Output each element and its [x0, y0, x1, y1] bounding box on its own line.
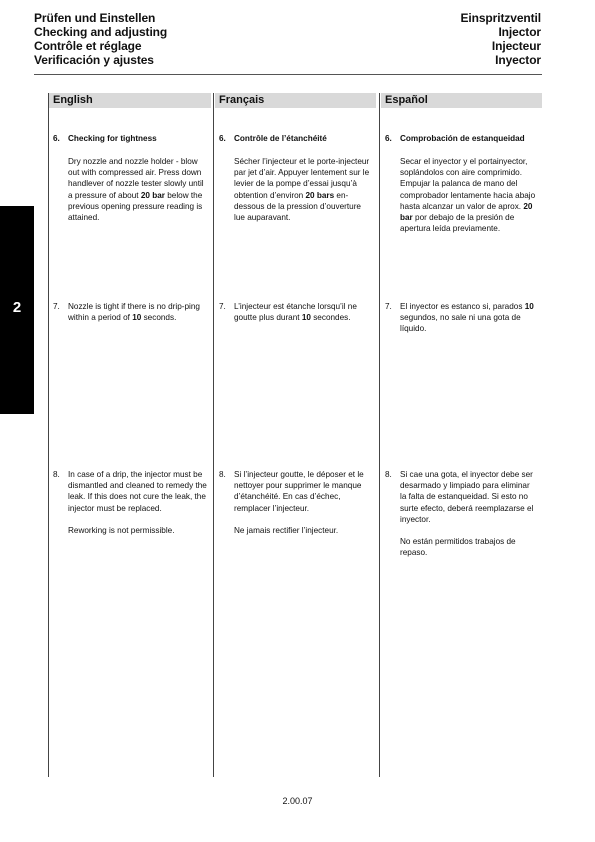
header-title-en: Checking and adjusting — [34, 25, 168, 39]
column-divider-2 — [379, 93, 380, 777]
step-number: 6. — [53, 134, 60, 143]
header-subject-de: Einspritzventil — [460, 11, 541, 25]
step-6-english — [53, 133, 207, 144]
header-title-es: Verificación y ajustes — [34, 53, 154, 67]
page-number: 2.00.07 — [282, 796, 313, 806]
step-number: 7. — [219, 302, 226, 311]
step-text: Si l’injecteur goutte, le déposer et le nettoyer pour supprimer le manque d’étanchéité. En cas d’échec, remplacer l’injecteur. — [234, 470, 364, 513]
step-text: In case of a drip, the injector must be dismantled and cleaned to remedy the leak. If this does not cure the leak, the injector must be replaced. — [68, 470, 207, 513]
step-number: 8. — [385, 470, 392, 479]
step-6-english-body — [53, 156, 207, 223]
column-english — [49, 93, 211, 777]
header-title-fr: Contrôle et réglage — [34, 39, 142, 53]
step-number: 8. — [53, 470, 60, 479]
step-6-french-body — [219, 156, 372, 223]
step-number: 7. — [53, 302, 60, 311]
column-french — [215, 93, 376, 777]
step-heading: Checking for tightness — [68, 134, 157, 143]
step-note: Ne jamais rectifier l’injecteur. — [234, 525, 339, 535]
header-right — [301, 11, 541, 67]
step-number: 6. — [385, 134, 392, 143]
chapter-tab-number: 2 — [12, 299, 22, 316]
step-7-english — [53, 301, 207, 323]
header-subject-en: Injector — [498, 25, 541, 39]
column-header-french: Français — [215, 93, 376, 108]
header-left — [34, 11, 294, 67]
step-8-french — [219, 469, 372, 536]
step-text: El inyector es estanco si, parados 10 segundos, no sale ni una gota de líquido. — [400, 302, 534, 334]
step-6-spanish — [385, 133, 538, 144]
step-8-english — [53, 469, 207, 536]
chapter-tab — [0, 206, 34, 414]
step-6-spanish-body — [385, 156, 538, 234]
step-text: L’injecteur est étanche lorsqu’il ne goutte plus durant 10 secondes. — [234, 302, 357, 323]
step-heading: Contrôle de l’étanchéité — [234, 134, 327, 143]
step-number: 6. — [219, 134, 226, 143]
header-title-de: Prüfen und Einstellen — [34, 11, 156, 25]
step-7-spanish — [385, 301, 538, 335]
column-divider-1 — [213, 93, 214, 777]
step-text: Dry nozzle and nozzle holder - blow out with compressed air. Press down handlever of nozzle tester slowly until a pressure of about 20 bar below the previous opening pressure reading is attained. — [68, 157, 204, 223]
header-divider — [34, 74, 542, 75]
step-heading: Comprobación de estanqueidad — [400, 134, 525, 143]
header-subject-fr: Injecteur — [491, 39, 541, 53]
step-number: 7. — [385, 302, 392, 311]
column-header-spanish: Español — [381, 93, 542, 108]
step-note: Reworking is not permissible. — [68, 525, 175, 535]
step-note: No están permitidos trabajos de repaso. — [400, 537, 516, 558]
step-7-french — [219, 301, 372, 323]
step-text: Si cae una gota, el inyector debe ser desarmado y limpiado para eliminar la falta de estanqueidad. Si esto no surte efecto, deberá reemplazarse el inyector. — [400, 470, 534, 524]
step-8-spanish — [385, 469, 538, 558]
header-subject-es: Inyector — [495, 53, 541, 67]
step-number: 8. — [219, 470, 226, 479]
step-6-french — [219, 133, 372, 144]
step-text: Secar el inyector y el portainyector, soplándolos con aire comprimido. Empujar la palanca de mano del comprobador lentamente hacia abajo hasta alcanzar un valor de aprox. 20 bar por debajo de la presión de apertura leída previamente. — [400, 157, 536, 234]
step-text: Nozzle is tight if there is no drip-ping within a period of 10 seconds. — [68, 302, 200, 323]
step-text: Sécher l’injecteur et le porte-injecteur par jet d’air. Appuyer lentement sur le levier de la pompe d’essai jusqu’à obtention d’environ 20 bars en-dessous de la pression d’ouverture lue auparavant. — [234, 157, 370, 223]
column-spanish — [381, 93, 542, 777]
column-header-english: English — [49, 93, 211, 108]
